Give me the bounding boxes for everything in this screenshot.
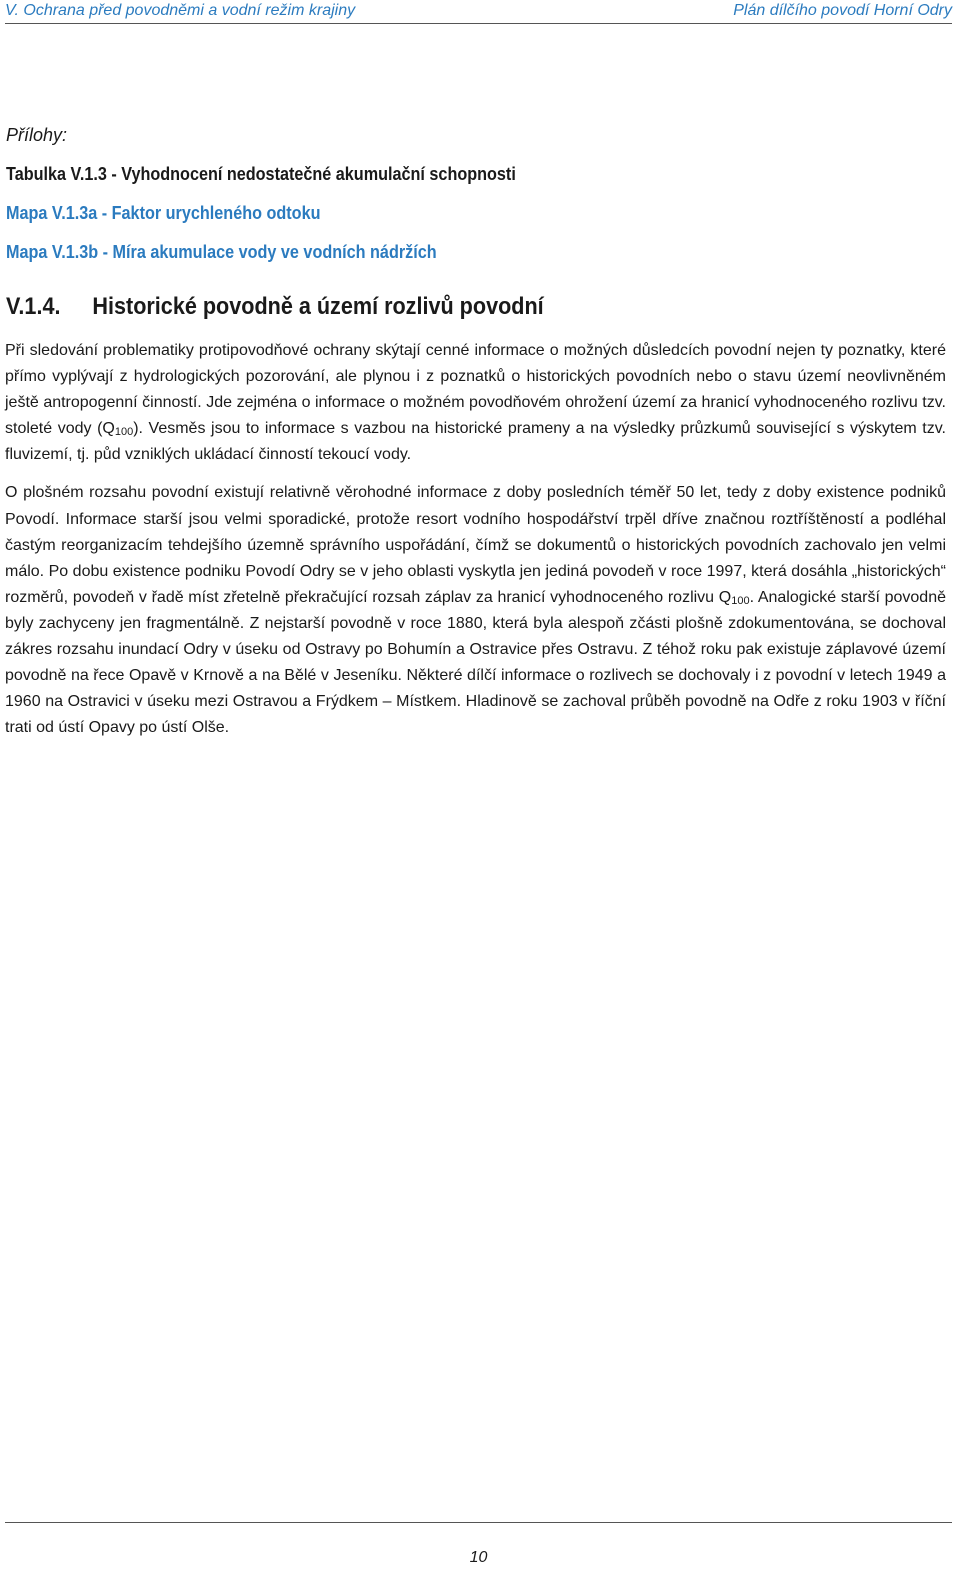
subscript-100: 100 — [114, 426, 134, 439]
paragraph-flood-extent — [5, 480, 946, 741]
attachment-table-v-1-3: Tabulka V.1.3 - Vyhodnocení nedostatečné akumulační schopnosti — [6, 164, 516, 184]
header-document-title: Plán dílčího povodí Horní Odry — [733, 2, 952, 19]
paragraph-historical-information — [5, 338, 946, 468]
section-body — [5, 338, 946, 753]
section-heading — [6, 292, 544, 322]
attachment-map-v-1-3b-link[interactable]: Mapa V.1.3b - Míra akumulace vody ve vodních nádržích — [6, 242, 437, 262]
header-chapter-title: V. Ochrana před povodněmi a vodní režim krajiny — [5, 2, 356, 19]
page-number: 10 — [469, 1549, 488, 1566]
attachments-list — [6, 163, 946, 263]
paragraph-text: O plošném rozsahu povodní existují relativně věrohodné informace z doby posledních téměř 50 let, tedy z doby existence podniků Povodí. Informace starší jsou velmi sporadické, protože resort vodního hospodářství trpěl dříve značnou roztříštěností a podléhal častým reorganizacím tehdejšího územně správního uspořádání, čímž se dokumentů o historických povodních zachovalo jen velmi málo. Po dobu existence podniku Povodí Odry se v jeho oblasti vyskytla jen jediná povodeň v roce 1997, která dosáhla „historických“ rozměrů, povodeň v řadě míst zřetelně překračující rozsah záplav za hranicí vyhodnoceného rozlivu Q — [5, 484, 946, 606]
section-number: V.1.4. — [6, 293, 61, 320]
running-header — [5, 0, 952, 24]
paragraph-text: ). Vesměs jsou to informace s vazbou na historické prameny a na výsledky průzkumů související s výskytem tzv. fluvizemí, tj. půd vzniklých ukládací činností tekoucí vody. — [5, 420, 946, 464]
attachments-block — [6, 124, 946, 263]
paragraph-text: . Analogické starší povodně byly zachyceny jen fragmentálně. Z nejstarší povodně v roce 1880, která byla alespoň zčásti plošně zdokumentována, se dochoval zákres rozsahu inundací Odry v úseku od Ostravy po Bohumín a Ostravice přes Ostravu. Z téhož roku pak existuje záplavové území povodně na řece Opavě v Krnově a na Bělé v Jeseníku. Některé dílčí informace o rozlivech se dochovaly i z povodní v letech 1949 a 1960 na Ostravici v úseku mezi Ostravou a Frýdkem – Místkem. Hladinově se zachoval průběh povodně na Odře z roku 1903 v říční trati od ústí Opavy po ústí Olše. — [5, 588, 946, 737]
attachment-map-v-1-3a-link[interactable]: Mapa V.1.3a - Faktor urychleného odtoku — [6, 203, 321, 223]
paragraph-text: Při sledování problematiky protipovodňové ochrany skýtají cenné informace o možných důsledcích povodní nejen ty poznatky, které přímo vyplývají z hydrologických pozorování, ale plynou i z poznatků o historických povodních nebo o stavu území neovlivněném ještě antropogenní činností. Jde zejména o informace o možném povodňovém ohrožení území za hranicí vyhodnoceného rozlivu tzv. stoleté vody (Q — [5, 342, 946, 438]
subscript-100: 100 — [731, 594, 750, 607]
section-title: Historické povodně a území rozlivů povodní — [92, 293, 544, 320]
page-footer — [5, 1522, 952, 1583]
attachments-label: Přílohy: — [6, 125, 68, 145]
